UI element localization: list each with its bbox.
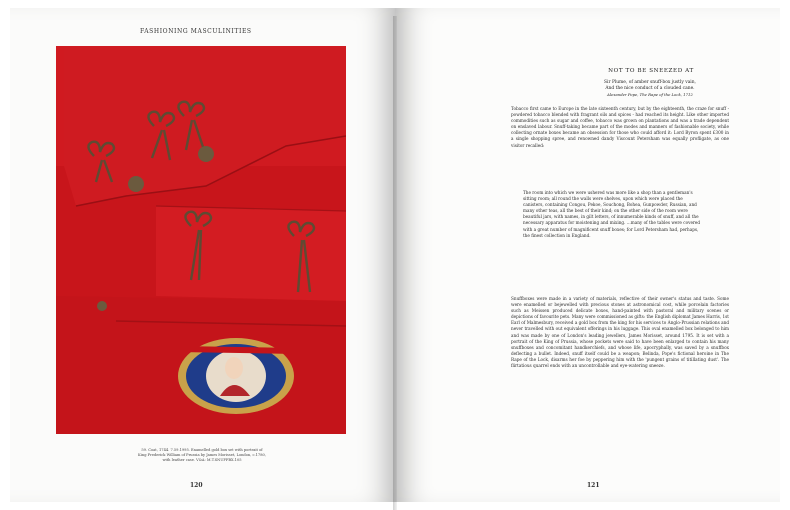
right-page [395, 8, 780, 502]
figure-caption [102, 448, 302, 464]
running-head: FASHIONING MASCULINITIES [140, 28, 252, 35]
section-title: NOT TO BE SNEEZED AT [608, 68, 694, 74]
coat-photograph [56, 46, 346, 434]
epigraph-line: Sir Plume, of amber snuff-box justly vain, [604, 80, 696, 85]
block-quote: The room into which we were ushered was more like a shop than a gentleman's sitting room; all round the walls were shelves, upon which were placed the canisters, containing Congou, Pekoe, Souchong, Bohea, Gunpowder, Russian, and many other teas, all the best of their kind; on the other side of the room were beautiful jars, with names, in gilt letters, of innumerable kinds of snuff, and all the necessary apparatus for moistening and mixing. ...many of the tables were covered with a great number of magnificent snuff boxes; for Lord Petersham had, perhaps, the finest collection in England. [523, 190, 701, 238]
epigraph-attribution: Alexander Pope, The Rape of the Lock, 1712 [607, 92, 693, 97]
caption-line: with leather case. V&A: M.T.SNUFFBX.105 [162, 458, 242, 463]
paragraph-1: Tobacco first came to Europe in the late sixteenth century, but by the eighteenth, the craze for snuff - powdered tobacco blended with fragrant oils and spices - had reached its height. Like other imported commodities such as sugar and coffee, tobacco was grown on plantations and was a trade dependent on enslaved labour. Snuff-taking became part of the modes and manners of fashionable society, while collecting ornate boxes became an obsession for those who could afford it: Lord Byron spent £300 in a single shopping spree, and renowned dandy Viscount Petersham was equally profligate, as one visitor recalled: [511, 106, 729, 148]
book-spread [10, 8, 780, 502]
epigraph [545, 80, 755, 98]
page-number-right: 121 [587, 482, 600, 489]
epigraph-line: And the nice conduct of a clouded cane. [605, 86, 695, 91]
paragraph-3: Snuffboxes were made in a variety of materials, reflective of their owner's status and taste. Some were enamelled or bejewelled with precious stones at astronomical cost, while porcelain factories such as Meissen produced delicate boxes, hand-painted with pastoral and military scenes or depictions of favourite pets. Many were commissioned as gifts: the English diplomat James Harris, 1st Earl of Malmesbury, received a gold box from the king for his services to Anglo-Prussian relations and never travelled with out equivalent offerings in his luggage. This oval enamelled box belonged to him and was made by one of London's leading jewellers, James Morisset, around 1795. It is set with a portrait of the King of Prussia, whose pockets were said to have been enlarged to contain his many snuffboxes and concomitant handkerchiefs, and whose life, apocryphally, was saved by a snuffbox deflecting a bullet. Indeed, snuff itself could be a weapon; Belinda, Pope's fictional heroine in The Rape of the Lock, disarms her foe by peppering him with the 'pungent grains of titillating dust'. The flirtatious quarrel ends with an uncontrollable and eye-watering sneeze. [511, 296, 729, 369]
page-number-left: 120 [190, 482, 203, 489]
caption-line: 59. Coat, 1744. 7.59.1995. Enamelled gold box set with portrait of [141, 448, 263, 452]
book-gutter [393, 16, 397, 510]
left-page [10, 8, 395, 502]
caption-line: King Frederick William of Prussia by James Morisset, London, c.1780, [138, 453, 266, 458]
